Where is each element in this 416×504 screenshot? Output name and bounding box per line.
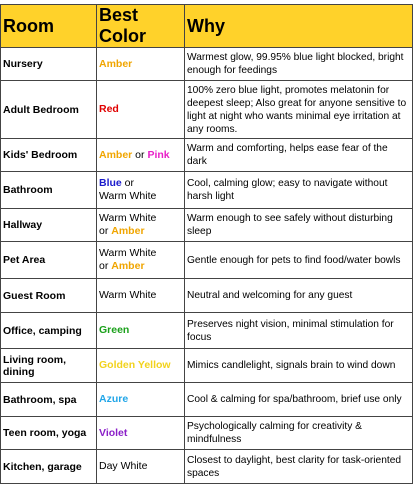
room-color-table: [0, 4, 413, 484]
best-color-cell: [97, 313, 185, 349]
color-label: Warm White: [99, 247, 157, 259]
why-cell: Warmest glow, 99.95% blue light blocked, bright enough for feedings: [185, 48, 413, 81]
color-label: Warm White: [99, 289, 157, 301]
why-cell: Closest to daylight, best clarity for task-oriented spaces: [185, 450, 413, 484]
table-row: [1, 349, 413, 383]
why-cell: Mimics candlelight, signals brain to wind down: [185, 349, 413, 383]
color-label: Warm White: [99, 212, 157, 224]
color-label: Warm White: [99, 190, 157, 202]
room-cell: Guest Room: [1, 279, 97, 313]
room-cell: Nursery: [1, 48, 97, 81]
room-cell: Bathroom, spa: [1, 383, 97, 417]
why-cell: Preserves night vision, minimal stimulation for focus: [185, 313, 413, 349]
best-color-cell: [97, 242, 185, 279]
why-cell: Warm and comforting, helps ease fear of the dark: [185, 139, 413, 172]
best-color-cell: [97, 383, 185, 417]
room-cell: Pet Area: [1, 242, 97, 279]
header-best-color: Best Color: [97, 5, 185, 48]
table-row: [1, 417, 413, 450]
best-color-cell: [97, 209, 185, 242]
color-label: or: [121, 177, 135, 189]
room-cell: Hallway: [1, 209, 97, 242]
room-cell: Kids' Bedroom: [1, 139, 97, 172]
why-cell: Gentle enough for pets to find food/water bowls: [185, 242, 413, 279]
table-row: [1, 139, 413, 172]
table-row: [1, 81, 413, 139]
why-cell: Cool, calming glow; easy to navigate without harsh light: [185, 172, 413, 209]
color-label: Amber: [99, 57, 133, 70]
table-body: [1, 48, 413, 484]
table-row: [1, 48, 413, 81]
best-color-cell: [97, 349, 185, 383]
room-cell: Kitchen, garage: [1, 450, 97, 484]
table-row: [1, 209, 413, 242]
color-label: or: [99, 260, 112, 272]
room-cell: Bathroom: [1, 172, 97, 209]
color-label: Violet: [99, 426, 128, 439]
best-color-cell: [97, 279, 185, 313]
table-row: [1, 242, 413, 279]
best-color-cell: [97, 139, 185, 172]
best-color-cell: [97, 172, 185, 209]
why-cell: Psychologically calming for creativity & mindfulness: [185, 417, 413, 450]
best-color-cell: [97, 48, 185, 81]
table-header-row: [1, 5, 413, 48]
table-row: [1, 279, 413, 313]
color-label: or: [132, 148, 148, 161]
color-label: Day White: [99, 460, 148, 472]
color-label: Azure: [99, 393, 129, 405]
best-color-cell: [97, 450, 185, 484]
header-room: Room: [1, 5, 97, 48]
color-label: Blue: [99, 177, 122, 189]
color-label: Red: [99, 103, 119, 115]
why-cell: Neutral and welcoming for any guest: [185, 279, 413, 313]
room-cell: Teen room, yoga: [1, 417, 97, 450]
room-cell: Living room, dining: [1, 349, 97, 383]
why-cell: Warm enough to see safely without disturbing sleep: [185, 209, 413, 242]
color-label: Green: [99, 324, 130, 336]
best-color-cell: [97, 417, 185, 450]
why-cell: 100% zero blue light, promotes melatonin for deepest sleep; Also great for anyone sensitive to light at night who wants minimal eye irritation at any rooms.: [185, 81, 413, 139]
header-why: Why: [185, 5, 413, 48]
table-row: [1, 383, 413, 417]
color-label: Amber: [111, 260, 145, 272]
why-cell: Cool & calming for spa/bathroom, brief use only: [185, 383, 413, 417]
room-cell: Office, camping: [1, 313, 97, 349]
table-row: [1, 450, 413, 484]
color-label: Pink: [147, 148, 170, 161]
table-row: [1, 172, 413, 209]
best-color-cell: [97, 81, 185, 139]
color-label: Golden Yellow: [99, 359, 171, 371]
color-label: Amber: [99, 148, 133, 161]
color-label: Amber: [111, 225, 145, 237]
table-row: [1, 313, 413, 349]
color-label: or: [99, 225, 112, 237]
room-cell: Adult Bedroom: [1, 81, 97, 139]
